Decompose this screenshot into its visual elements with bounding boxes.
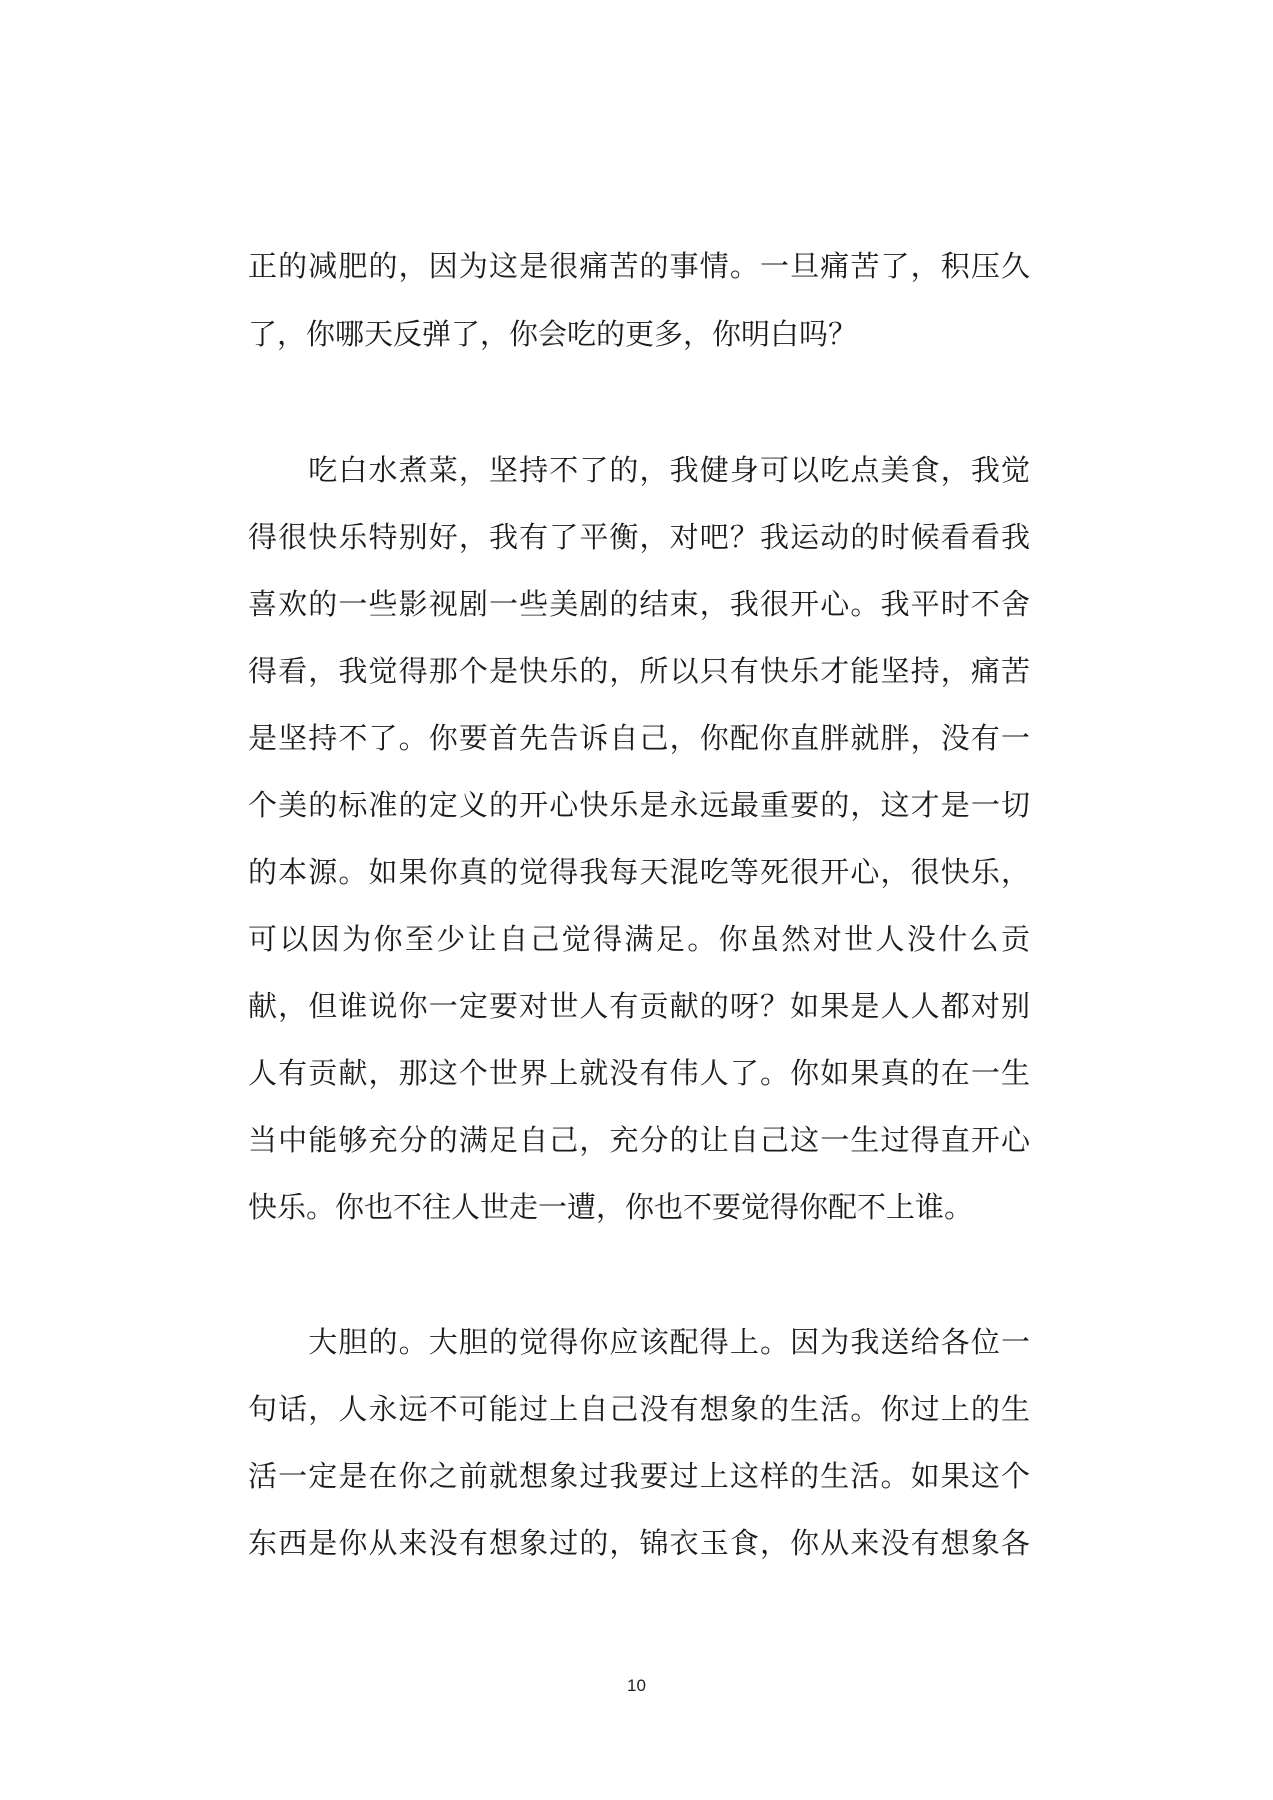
paragraph-2-line-12: 快乐。你也不往人世走一遭，你也不要觉得你配不上谁。 bbox=[248, 1190, 974, 1224]
paragraph-1-line-2: 了，你哪天反弹了，你会吃的更多，你明白吗？ bbox=[248, 317, 858, 351]
paragraph-3-line-2: 句话，人永远不可能过上自己没有想象的生活。你过上的生 bbox=[248, 1392, 1030, 1426]
paragraph-2-line-1: 吃白水煮菜，坚持不了的，我健身可以吃点美食，我觉 bbox=[248, 453, 1030, 487]
paragraph-2-line-7: 的本源。如果你真的觉得我每天混吃等死很开心，很快乐， bbox=[248, 855, 1030, 889]
paragraph-3-line-4: 东西是你从来没有想象过的，锦衣玉食，你从来没有想象各 bbox=[248, 1526, 1030, 1560]
paragraph-2-line-4: 得看，我觉得那个是快乐的，所以只有快乐才能坚持，痛苦 bbox=[248, 654, 1030, 688]
paragraph-2-line-6: 个美的标准的定义的开心快乐是永远最重要的，这才是一切 bbox=[248, 788, 1030, 822]
paragraph-3-line-1: 大胆的。大胆的觉得你应该配得上。因为我送给各位一 bbox=[248, 1325, 1030, 1359]
paragraph-2-line-11: 当中能够充分的满足自己，充分的让自己这一生过得直开心 bbox=[248, 1123, 1030, 1157]
paragraph-2-line-10: 人有贡献，那这个世界上就没有伟人了。你如果真的在一生 bbox=[248, 1056, 1030, 1090]
paragraph-3-line-3: 活一定是在你之前就想象过我要过上这样的生活。如果这个 bbox=[248, 1459, 1030, 1493]
paragraph-2-line-2: 得很快乐特别好，我有了平衡，对吧？我运动的时候看看我 bbox=[248, 520, 1030, 554]
paragraph-2-line-3: 喜欢的一些影视剧一些美剧的结束，我很开心。我平时不舍 bbox=[248, 587, 1030, 621]
page-number: 10 bbox=[627, 1676, 646, 1695]
paragraph-2-line-5: 是坚持不了。你要首先告诉自己，你配你直胖就胖，没有一 bbox=[248, 721, 1030, 755]
paragraph-2-line-9: 献，但谁说你一定要对世人有贡献的呀？如果是人人都对别 bbox=[248, 989, 1030, 1023]
paragraph-2-line-8: 可以因为你至少让自己觉得满足。你虽然对世人没什么贡 bbox=[248, 922, 1030, 956]
paragraph-1-line-1: 正的减肥的，因为这是很痛苦的事情。一旦痛苦了，积压久 bbox=[248, 249, 1030, 283]
